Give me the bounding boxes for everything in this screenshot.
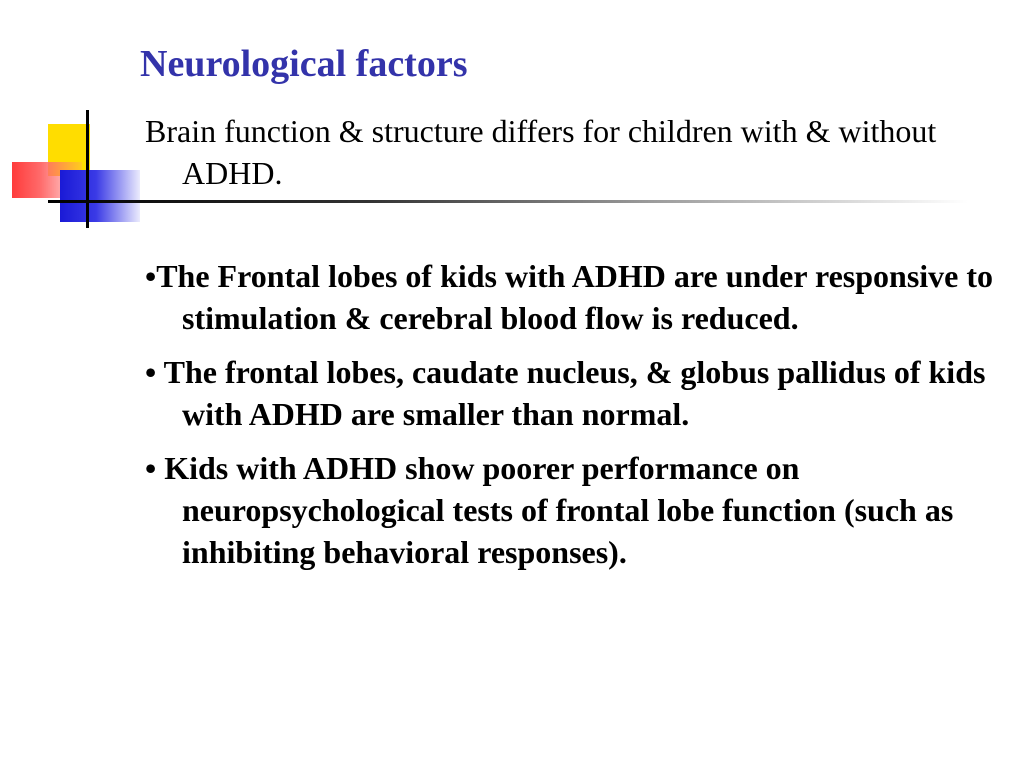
slide-title: Neurological factors [140,43,468,85]
decorative-squares-logo [0,0,160,240]
blue-square [60,170,140,222]
bullet-list [145,255,1005,585]
vertical-divider-line [86,110,89,228]
horizontal-divider-line [48,200,968,203]
bullet-item: • The frontal lobes, caudate nucleus, & globus pallidus of kids with ADHD are smaller than normal. [145,354,986,432]
bullet-item: • Kids with ADHD show poorer performance on neuropsychological tests of frontal lobe function (such as inhibiting behavioral responses). [145,450,954,570]
bullet-item: •The Frontal lobes of kids with ADHD are under responsive to stimulation & cerebral blood flow is reduced. [145,258,994,336]
slide-subtitle: Brain function & structure differs for children with & without ADHD. [145,113,937,191]
